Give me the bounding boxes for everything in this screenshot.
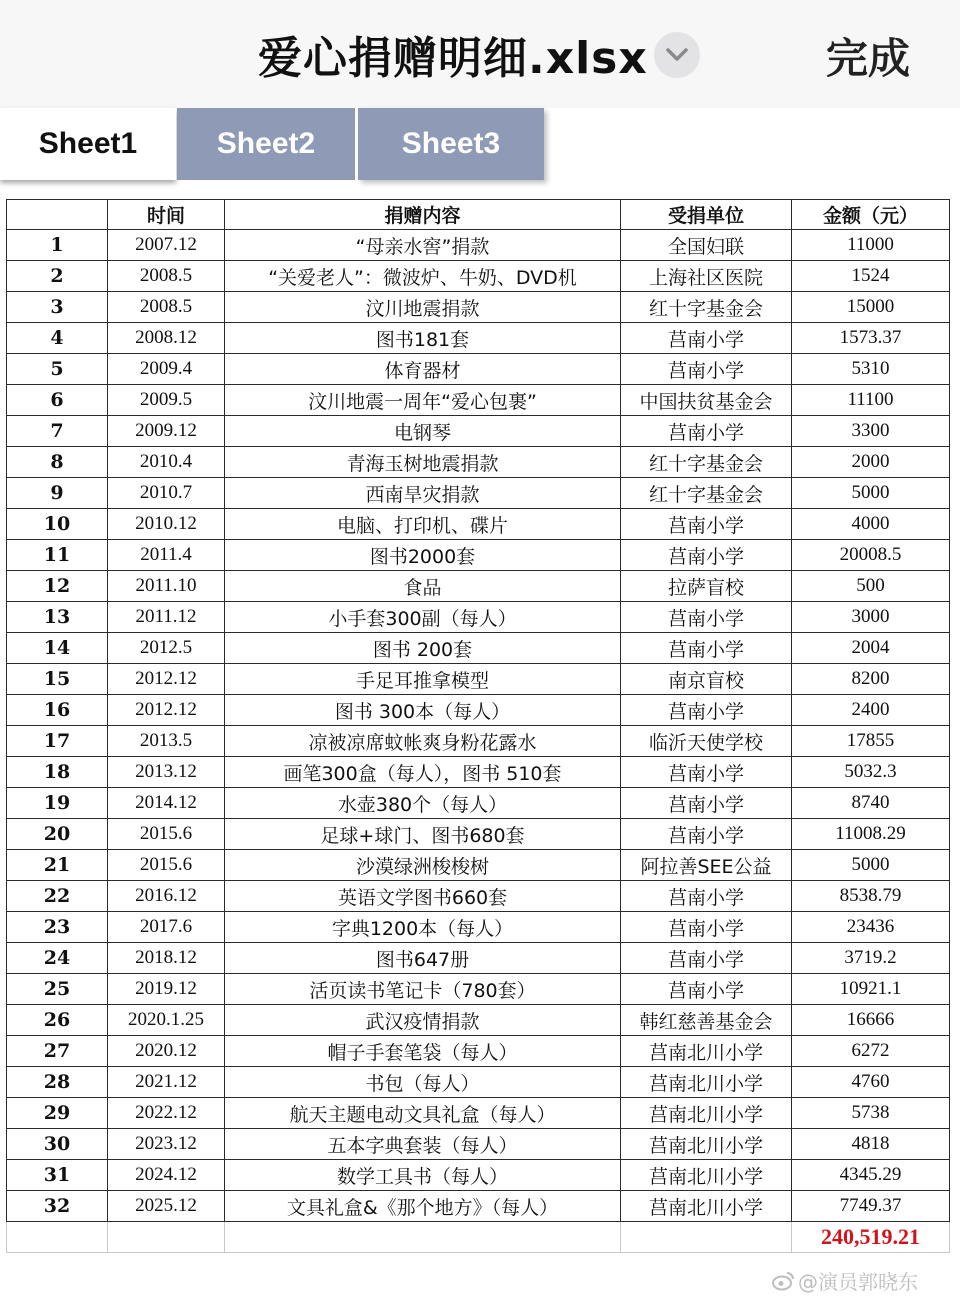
date-cell[interactable]: 2011.10 [108, 571, 225, 602]
row-number[interactable]: 18 [7, 757, 108, 788]
table-row [7, 1036, 950, 1067]
amount-cell[interactable]: 4818 [792, 1129, 950, 1160]
content-cell[interactable]: 字典1200本（每人） [225, 912, 621, 943]
empty-cell[interactable] [621, 1222, 792, 1253]
date-cell[interactable]: 2008.12 [108, 323, 225, 354]
content-cell[interactable]: 青海玉树地震捐款 [225, 447, 621, 478]
row-number[interactable]: 28 [7, 1067, 108, 1098]
date-cell[interactable]: 2023.12 [108, 1129, 225, 1160]
amount-cell[interactable]: 3300 [792, 416, 950, 447]
amount-cell[interactable]: 5000 [792, 478, 950, 509]
date-cell[interactable]: 2015.6 [108, 850, 225, 881]
recipient-cell[interactable]: 莒南小学 [621, 943, 792, 974]
amount-cell[interactable]: 8538.79 [792, 881, 950, 912]
amount-cell[interactable]: 4000 [792, 509, 950, 540]
watermark-text: @演员郭晓东 [798, 1270, 918, 1294]
recipient-cell[interactable]: 莒南北川小学 [621, 1036, 792, 1067]
date-cell[interactable]: 2011.12 [108, 602, 225, 633]
empty-cell[interactable] [7, 1222, 108, 1253]
recipient-cell[interactable]: 莒南小学 [621, 974, 792, 1005]
table-row [7, 695, 950, 726]
recipient-cell[interactable]: 莒南小学 [621, 695, 792, 726]
table-row [7, 1191, 950, 1222]
title-menu-button[interactable] [654, 32, 700, 78]
recipient-cell[interactable]: 临沂天使学校 [621, 726, 792, 757]
date-cell[interactable]: 2020.1.25 [108, 1005, 225, 1036]
recipient-cell[interactable]: 红十字基金会 [621, 447, 792, 478]
date-cell[interactable]: 2022.12 [108, 1098, 225, 1129]
tab-sheet2[interactable]: Sheet2 [177, 108, 355, 180]
recipient-cell[interactable]: 莒南小学 [621, 509, 792, 540]
row-number[interactable]: 9 [7, 478, 108, 509]
row-number[interactable]: 20 [7, 819, 108, 850]
content-cell[interactable]: 电脑、打印机、碟片 [225, 509, 621, 540]
total-row [7, 1222, 950, 1253]
date-cell[interactable]: 2009.4 [108, 354, 225, 385]
header-date[interactable]: 时间 [108, 200, 225, 230]
header-content[interactable]: 捐赠内容 [225, 200, 621, 230]
date-cell[interactable]: 2009.5 [108, 385, 225, 416]
row-number[interactable]: 8 [7, 447, 108, 478]
table-row [7, 943, 950, 974]
header-recipient[interactable]: 受捐单位 [621, 200, 792, 230]
content-cell[interactable]: 五本字典套装（每人） [225, 1129, 621, 1160]
table-row [7, 912, 950, 943]
row-number[interactable]: 17 [7, 726, 108, 757]
content-cell[interactable]: 汶川地震一周年“爱心包裹” [225, 385, 621, 416]
recipient-cell[interactable]: 莒南小学 [621, 881, 792, 912]
date-cell[interactable]: 2012.5 [108, 633, 225, 664]
recipient-cell[interactable]: 莒南小学 [621, 540, 792, 571]
content-cell[interactable]: “关爱老人”：微波炉、牛奶、DVD机 [225, 261, 621, 292]
content-cell[interactable]: 汶川地震捐款 [225, 292, 621, 323]
content-cell[interactable]: 小手套300副（每人） [225, 602, 621, 633]
content-cell[interactable]: 图书647册 [225, 943, 621, 974]
table-row [7, 974, 950, 1005]
recipient-cell[interactable]: 莒南北川小学 [621, 1067, 792, 1098]
row-number[interactable]: 26 [7, 1005, 108, 1036]
recipient-cell[interactable]: 莒南小学 [621, 788, 792, 819]
row-number[interactable]: 27 [7, 1036, 108, 1067]
table-row [7, 1005, 950, 1036]
table-body [7, 230, 950, 1253]
date-cell[interactable]: 2008.5 [108, 292, 225, 323]
row-number[interactable]: 7 [7, 416, 108, 447]
row-number[interactable]: 29 [7, 1098, 108, 1129]
date-cell[interactable]: 2016.12 [108, 881, 225, 912]
chevron-down-icon [665, 45, 689, 65]
amount-cell[interactable]: 23436 [792, 912, 950, 943]
total-amount-value: 240,519.21 [821, 1224, 920, 1249]
row-number[interactable]: 16 [7, 695, 108, 726]
row-number[interactable]: 12 [7, 571, 108, 602]
date-cell[interactable]: 2011.4 [108, 540, 225, 571]
table-row [7, 354, 950, 385]
table-row [7, 323, 950, 354]
content-cell[interactable]: 活页读书笔记卡（780套） [225, 974, 621, 1005]
recipient-cell[interactable]: 莒南小学 [621, 633, 792, 664]
content-cell[interactable]: 食品 [225, 571, 621, 602]
amount-cell[interactable]: 6272 [792, 1036, 950, 1067]
row-number[interactable]: 15 [7, 664, 108, 695]
table-row [7, 633, 950, 664]
weibo-logo-icon [772, 1271, 794, 1291]
table-row [7, 881, 950, 912]
content-cell[interactable]: “母亲水窖”捐款 [225, 230, 621, 261]
table-row [7, 788, 950, 819]
recipient-cell[interactable]: 莒南小学 [621, 757, 792, 788]
amount-cell[interactable]: 5032.3 [792, 757, 950, 788]
table-row [7, 1067, 950, 1098]
amount-cell[interactable]: 16666 [792, 1005, 950, 1036]
amount-cell[interactable]: 7749.37 [792, 1191, 950, 1222]
recipient-cell[interactable]: 莒南小学 [621, 354, 792, 385]
empty-cell[interactable] [225, 1222, 621, 1253]
date-cell[interactable]: 2013.5 [108, 726, 225, 757]
amount-cell[interactable]: 2004 [792, 633, 950, 664]
done-button[interactable]: 完成 [826, 34, 911, 83]
table-row [7, 1129, 950, 1160]
date-cell[interactable]: 2007.12 [108, 230, 225, 261]
date-cell[interactable]: 2021.12 [108, 1067, 225, 1098]
amount-cell[interactable]: 5000 [792, 850, 950, 881]
amount-cell[interactable]: 11100 [792, 385, 950, 416]
table-row [7, 478, 950, 509]
content-cell[interactable]: 帽子手套笔袋（每人） [225, 1036, 621, 1067]
date-cell[interactable]: 2009.12 [108, 416, 225, 447]
content-cell[interactable]: 足球+球门、图书680套 [225, 819, 621, 850]
recipient-cell[interactable]: 南京盲校 [621, 664, 792, 695]
amount-cell[interactable]: 1573.37 [792, 323, 950, 354]
content-cell[interactable]: 书包（每人） [225, 1067, 621, 1098]
table-row [7, 602, 950, 633]
row-number[interactable]: 25 [7, 974, 108, 1005]
amount-cell[interactable]: 8740 [792, 788, 950, 819]
amount-cell[interactable]: 8200 [792, 664, 950, 695]
recipient-cell[interactable]: 中国扶贫基金会 [621, 385, 792, 416]
recipient-cell[interactable]: 莒南小学 [621, 912, 792, 943]
total-amount[interactable] [792, 1222, 950, 1253]
date-cell[interactable]: 2012.12 [108, 664, 225, 695]
date-cell[interactable]: 2018.12 [108, 943, 225, 974]
recipient-cell[interactable]: 莒南小学 [621, 323, 792, 354]
row-number[interactable]: 21 [7, 850, 108, 881]
table-row [7, 819, 950, 850]
date-cell[interactable]: 2010.12 [108, 509, 225, 540]
row-number[interactable]: 5 [7, 354, 108, 385]
row-number[interactable]: 31 [7, 1160, 108, 1191]
tab-sheet3[interactable]: Sheet3 [358, 108, 544, 180]
table-row [7, 509, 950, 540]
amount-cell[interactable]: 3719.2 [792, 943, 950, 974]
content-cell[interactable]: 图书181套 [225, 323, 621, 354]
row-number[interactable]: 6 [7, 385, 108, 416]
date-cell[interactable]: 2015.6 [108, 819, 225, 850]
recipient-cell[interactable]: 莒南北川小学 [621, 1160, 792, 1191]
content-cell[interactable]: 水壶380个（每人） [225, 788, 621, 819]
date-cell[interactable]: 2025.12 [108, 1191, 225, 1222]
recipient-cell[interactable]: 莒南小学 [621, 819, 792, 850]
row-number[interactable]: 3 [7, 292, 108, 323]
recipient-cell[interactable]: 莒南小学 [621, 602, 792, 633]
row-number[interactable]: 2 [7, 261, 108, 292]
content-cell[interactable]: 沙漠绿洲梭梭树 [225, 850, 621, 881]
date-cell[interactable]: 2014.12 [108, 788, 225, 819]
content-cell[interactable]: 图书 300本（每人） [225, 695, 621, 726]
row-number[interactable]: 22 [7, 881, 108, 912]
recipient-cell[interactable]: 莒南北川小学 [621, 1098, 792, 1129]
table-row [7, 1160, 950, 1191]
content-cell[interactable]: 电钢琴 [225, 416, 621, 447]
content-cell[interactable]: 图书 200套 [225, 633, 621, 664]
date-cell[interactable]: 2010.7 [108, 478, 225, 509]
content-cell[interactable]: 文具礼盒&《那个地方》（每人） [225, 1191, 621, 1222]
table-row [7, 230, 950, 261]
content-cell[interactable]: 手足耳推拿模型 [225, 664, 621, 695]
content-cell[interactable]: 英语文学图书660套 [225, 881, 621, 912]
amount-cell[interactable]: 20008.5 [792, 540, 950, 571]
file-title: 爱心捐赠明细.xlsx [258, 33, 648, 84]
table-row [7, 726, 950, 757]
recipient-cell[interactable]: 莒南小学 [621, 416, 792, 447]
content-cell[interactable]: 图书2000套 [225, 540, 621, 571]
amount-cell[interactable]: 17855 [792, 726, 950, 757]
content-cell[interactable]: 画笔300盒（每人），图书 510套 [225, 757, 621, 788]
recipient-cell[interactable]: 上海社区医院 [621, 261, 792, 292]
sheet-tabs [0, 108, 960, 186]
row-number[interactable]: 24 [7, 943, 108, 974]
amount-cell[interactable]: 11000 [792, 230, 950, 261]
date-cell[interactable]: 2024.12 [108, 1160, 225, 1191]
amount-cell[interactable]: 1524 [792, 261, 950, 292]
recipient-cell[interactable]: 莒南北川小学 [621, 1191, 792, 1222]
recipient-cell[interactable]: 红十字基金会 [621, 292, 792, 323]
row-number[interactable]: 23 [7, 912, 108, 943]
row-number[interactable]: 14 [7, 633, 108, 664]
table-row [7, 416, 950, 447]
row-number[interactable]: 4 [7, 323, 108, 354]
amount-cell[interactable]: 4345.29 [792, 1160, 950, 1191]
amount-cell[interactable]: 3000 [792, 602, 950, 633]
row-number[interactable]: 11 [7, 540, 108, 571]
table-row [7, 292, 950, 323]
content-cell[interactable]: 数学工具书（每人） [225, 1160, 621, 1191]
header-amount[interactable]: 金额（元） [792, 200, 950, 230]
date-cell[interactable]: 2010.4 [108, 447, 225, 478]
content-cell[interactable]: 西南旱灾捐款 [225, 478, 621, 509]
table-row [7, 1098, 950, 1129]
recipient-cell[interactable]: 莒南北川小学 [621, 1129, 792, 1160]
watermark [772, 1266, 918, 1295]
content-cell[interactable]: 航天主题电动文具礼盒（每人） [225, 1098, 621, 1129]
tab-sheet1[interactable]: Sheet1 [0, 108, 176, 180]
row-number[interactable]: 19 [7, 788, 108, 819]
date-cell[interactable]: 2017.6 [108, 912, 225, 943]
amount-cell[interactable]: 11008.29 [792, 819, 950, 850]
table-row [7, 664, 950, 695]
date-cell[interactable]: 2020.12 [108, 1036, 225, 1067]
amount-cell[interactable]: 5310 [792, 354, 950, 385]
row-number[interactable]: 10 [7, 509, 108, 540]
title-bar [0, 0, 960, 109]
date-cell[interactable]: 2013.12 [108, 757, 225, 788]
header-row [7, 200, 950, 230]
amount-cell[interactable]: 2000 [792, 447, 950, 478]
amount-cell[interactable]: 5738 [792, 1098, 950, 1129]
table-row [7, 757, 950, 788]
table-row [7, 850, 950, 881]
row-number[interactable]: 32 [7, 1191, 108, 1222]
date-cell[interactable]: 2012.12 [108, 695, 225, 726]
amount-cell[interactable]: 10921.1 [792, 974, 950, 1005]
date-cell[interactable]: 2008.5 [108, 261, 225, 292]
empty-cell[interactable] [108, 1222, 225, 1253]
table-row [7, 571, 950, 602]
content-cell[interactable]: 武汉疫情捐款 [225, 1005, 621, 1036]
recipient-cell[interactable]: 拉萨盲校 [621, 571, 792, 602]
recipient-cell[interactable]: 阿拉善SEE公益 [621, 850, 792, 881]
recipient-cell[interactable]: 红十字基金会 [621, 478, 792, 509]
amount-cell[interactable]: 2400 [792, 695, 950, 726]
header-index[interactable] [7, 200, 108, 230]
table-row [7, 385, 950, 416]
content-cell[interactable]: 体育器材 [225, 354, 621, 385]
date-cell[interactable]: 2019.12 [108, 974, 225, 1005]
amount-cell[interactable]: 500 [792, 571, 950, 602]
content-cell[interactable]: 凉被凉席蚊帐爽身粉花露水 [225, 726, 621, 757]
spreadsheet-table [6, 199, 950, 1253]
row-number[interactable]: 13 [7, 602, 108, 633]
recipient-cell[interactable]: 全国妇联 [621, 230, 792, 261]
amount-cell[interactable]: 15000 [792, 292, 950, 323]
row-number[interactable]: 30 [7, 1129, 108, 1160]
row-number[interactable]: 1 [7, 230, 108, 261]
recipient-cell[interactable]: 韩红慈善基金会 [621, 1005, 792, 1036]
amount-cell[interactable]: 4760 [792, 1067, 950, 1098]
table-row [7, 261, 950, 292]
table-row [7, 447, 950, 478]
table-row [7, 540, 950, 571]
